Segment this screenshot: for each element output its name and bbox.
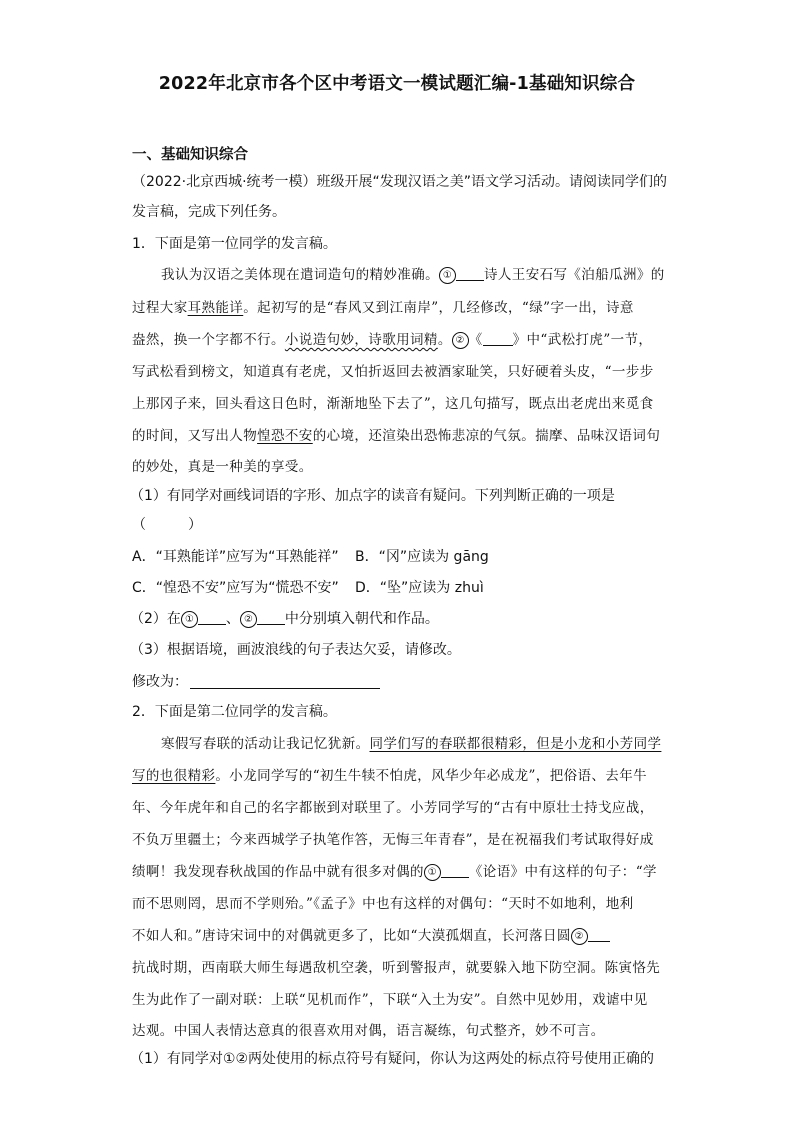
circle-marker-1: ①: [439, 267, 456, 284]
question-2-subquestion-1: （1）有同学对①②两处使用的标点符号有疑问，你认为这两处的标点符号使用正确的: [130, 1051, 655, 1067]
subquestion-1: （1）有同学对画线词语的字形、加点字的读音有疑问。下列判断正确的一项是: [130, 488, 615, 504]
fill-blank: [441, 863, 469, 878]
question-2-heading: 2．下面是第二位同学的发言稿。: [132, 704, 337, 720]
underlined-sentence: 同学们写的春联都很精彩，但是小龙和小芳同学: [369, 736, 662, 752]
passage2-line-10: 达观。中国人表情达意真的很喜欢用对偶，语言凝练，句式整齐，妙不可言。: [132, 1023, 605, 1039]
passage2-line-6: 而不思则罔，思而不学则殆。”《孟子》中也有这样的对偶句：“天时不如地利，地利: [132, 896, 634, 912]
circle-marker-1: ①: [424, 864, 441, 881]
passage2-line-4: 不负万里疆土；今来西城学子执笔作答，无悔三年青春”，是在祝福我们考试取得好成: [132, 832, 654, 848]
circle-marker-2: ②: [571, 928, 588, 945]
underlined-term: 惶恐不安: [257, 428, 313, 444]
subquestion-2: （2）在 ① 、 ② 中分别填入朝代和作品。: [130, 611, 439, 627]
wavy-underlined-sentence: 小说造句妙，诗歌用词精: [284, 332, 438, 348]
passage1-line-3: 盎然，换一个字都不行。小说造句妙，诗歌用词精。 ② 《 》中“武松打虎”一节，: [132, 332, 653, 348]
passage2-line-5: 绩啊！我发现春秋战国的作品中就有很多对偶的 ① 《论语》中有这样的句子：“学: [132, 864, 657, 880]
passage2-line-2: 写的也很精彩。小龙同学写的“初生牛犊不怕虎，风华少年必成龙”，把俗语、去年牛: [132, 768, 648, 784]
passage1-line-6: 的时间，又写出人物惶恐不安的心境，还渲染出恐怖悲凉的气氛。揣摩、品味汉语词句: [132, 428, 661, 444]
fill-blank: [257, 610, 285, 625]
answer-blank-line: [190, 674, 380, 689]
underlined-sentence: 写的也很精彩: [132, 768, 216, 784]
fill-blank: [198, 610, 226, 625]
subquestion-3: （3）根据语境，画波浪线的句子表达欠妥，请修改。: [130, 642, 461, 658]
answer-parentheses: （ ）: [132, 517, 202, 533]
passage2-line-1: 寒假写春联的活动让我记忆犹新。同学们写的春联都很精彩，但是小龙和小芳同学: [161, 736, 662, 752]
fill-blank: [456, 266, 484, 281]
passage1-line-2: 过程大家耳熟能详。起初写的是“春风又到江南岸”，几经修改，“绿”字一出，诗意: [132, 300, 634, 316]
revision-line: 修改为：: [132, 673, 380, 691]
circle-marker-2: ②: [240, 611, 257, 628]
passage1-line-4: 写武松看到榜文，知道真有老虎，又怕折返回去被酒家耻笑，只好硬着头皮，“一步步: [132, 364, 654, 380]
passage1-line-7: 的妙处，真是一种美的享受。: [132, 459, 313, 475]
passage2-line-7: 不如人和。”唐诗宋词中的对偶就更多了，比如“大漠孤烟直，长河落日圆 ②: [132, 927, 610, 945]
fill-blank: [588, 927, 610, 942]
option-a: A．“耳熟能详”应写为“耳熟能祥”: [132, 549, 339, 565]
passage2-line-8: 抗战时期，西南联大师生每遇敌机空袭，听到警报声，就要躲入地下防空洞。陈寅恪先: [132, 960, 661, 976]
option-b: B．“冈”应读为 gāng: [355, 549, 489, 565]
page-title: 2022年北京市各个区中考语文一模试题汇编-1基础知识综合: [158, 74, 636, 94]
option-c: C．“惶恐不安”应写为“慌恐不安”: [132, 580, 339, 596]
passage1-line-5: 上那冈子来，回头看这日色时，渐渐地坠下去了”，这几句描写，既点出老虎出来觅食: [132, 396, 654, 412]
intro-line-1: （2022·北京西城·统考一模）班级开展“发现汉语之美”语文学习活动。请阅读同学们的: [132, 174, 668, 190]
circle-marker-1: ①: [181, 611, 198, 628]
question-1-heading: 1．下面是第一位同学的发言稿。: [132, 236, 337, 252]
passage2-line-3: 年、今年虎年和自己的名字都嵌到对联里了。小芳同学写的“古有中原壮士持戈应战，: [132, 800, 654, 816]
option-d: D．“坠”应读为 zhuì: [355, 580, 484, 596]
fill-blank: [483, 331, 513, 346]
passage1-line-1: 我认为汉语之美体现在遣词造句的精妙准确。 ① 诗人王安石写《泊船瓜洲》的: [161, 267, 665, 283]
intro-line-2: 发言稿，完成下列任务。: [132, 204, 286, 220]
passage2-line-9: 生为此作了一副对联：上联“见机而作”，下联“入土为安”。自然中见妙用，戏谑中见: [132, 992, 648, 1008]
underlined-term: 耳熟能详: [187, 300, 244, 316]
circle-marker-2: ②: [452, 332, 469, 349]
section-heading: 一、基础知识综合: [132, 147, 248, 163]
